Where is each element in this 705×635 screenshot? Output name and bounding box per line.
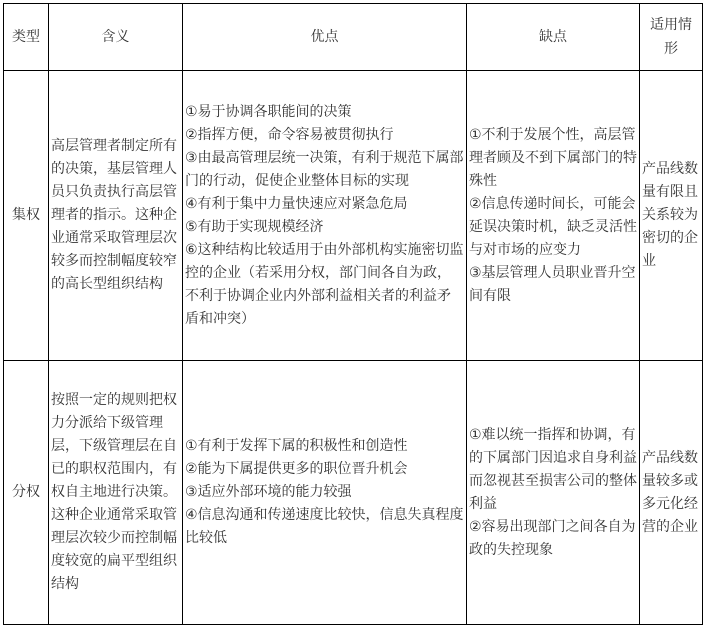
cell-advantages xyxy=(183,361,467,625)
advantage-item: ③适应外部环境的能力较强 xyxy=(185,484,352,500)
disadvantage-item: ③基层管理人员职业晋升空间有限 xyxy=(469,264,636,304)
cell-meaning: 按照一定的规则把权力分派给下级管理层，下级管理层在自已的职权范围内，有权自主地进行决策。这种企业通常采取管理层次较少而控制幅度较宽的扁平型组织结构 xyxy=(49,361,183,625)
cell-advantages xyxy=(183,71,467,361)
advantage-item: ⑤有助于实现规模经济 xyxy=(185,218,324,235)
cell-applicable: 产品线数量较多或多元化经营的企业 xyxy=(640,361,703,625)
cell-disadvantages xyxy=(467,361,640,625)
disadvantage-item: ①难以统一指挥和协调，有的下属部门因追求自身利益而忽视甚至损害公司的整体利益 xyxy=(469,426,637,512)
table-row-decentralization xyxy=(4,361,703,625)
advantage-item: ③由最高管理层统一决策，有利于规范下属部门的行动，促使企业整体目标的实现 xyxy=(185,149,464,189)
disadvantage-item: ②信息传递时间长，可能会延误决策时机，缺乏灵活性与对市场的应变力 xyxy=(469,195,637,258)
cell-disadvantages xyxy=(467,71,640,361)
advantage-item: ④信息沟通和传递速度比较快，信息失真程度比较低 xyxy=(185,507,464,546)
comparison-table xyxy=(3,3,703,625)
cell-applicable: 产品线数量有限且关系较为密切的企业 xyxy=(640,71,703,361)
cell-type: 分权 xyxy=(4,361,49,625)
disadvantage-item: ②容易出现部门之间各自为政的失控现象 xyxy=(469,518,636,558)
header-type: 类型 xyxy=(4,4,49,71)
header-disadvantages: 缺点 xyxy=(467,4,640,71)
header-meaning: 含义 xyxy=(49,4,183,71)
cell-meaning: 高层管理者制定所有的决策，基层管理人员只负责执行高层管理者的指示。这种企业通常采取管理层次较多而控制幅度较窄的高长型组织结构 xyxy=(49,71,183,361)
advantage-item: ④有利于集中力量快速应对紧急危局 xyxy=(185,195,408,212)
table-row-centralization xyxy=(4,71,703,361)
advantage-item: ②指挥方便，命令容易被贯彻执行 xyxy=(185,126,394,143)
advantage-item: ②能为下属提供更多的职位晋升机会 xyxy=(185,461,408,477)
cell-type: 集权 xyxy=(4,71,49,361)
disadvantage-item: ①不利于发展个性，高层管理者顾及不到下属部门的特殊性 xyxy=(469,126,637,189)
header-applicable: 适用情形 xyxy=(640,4,703,71)
header-row xyxy=(4,4,703,71)
advantage-item: ①易于协调各职能间的决策 xyxy=(185,103,352,120)
advantage-item: ⑥这种结构比较适用于由外部机构实施密切监控的企业（若采用分权，部门间各自为政，不利于协调企业内外部利益相关者的利益矛盾和冲突） xyxy=(185,241,464,327)
header-advantages: 优点 xyxy=(183,4,467,71)
advantage-item: ①有利于发挥下属的积极性和创造性 xyxy=(185,438,408,454)
